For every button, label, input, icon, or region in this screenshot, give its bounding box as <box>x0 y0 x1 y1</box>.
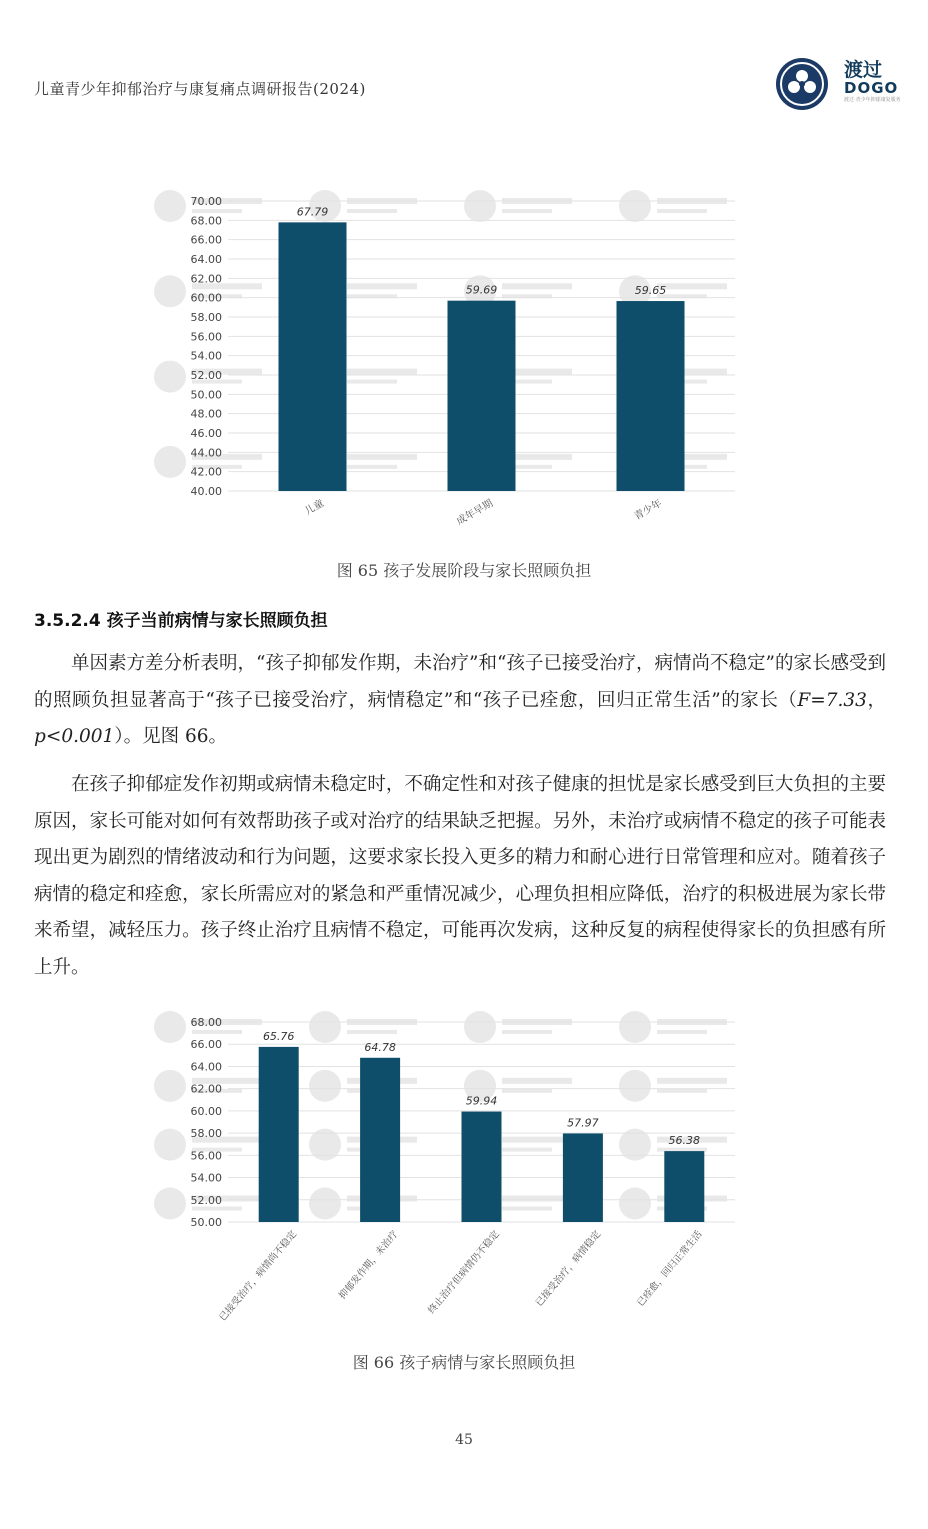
watermark-mark <box>154 1070 186 1102</box>
data-label: 57.97 <box>567 1116 599 1130</box>
y-tick-label: 54.00 <box>190 349 222 363</box>
watermark-mark <box>309 1070 341 1102</box>
page-number: 45 <box>455 1432 473 1448</box>
watermark-mark <box>619 1187 651 1219</box>
data-label: 56.38 <box>668 1134 701 1148</box>
logo-sub: 渡过·青少年抑郁康复服务 <box>844 97 901 103</box>
y-tick-label: 50.00 <box>190 1216 222 1229</box>
watermark-mark <box>192 1206 242 1210</box>
data-label: 67.79 <box>296 205 329 219</box>
x-tick-label: 已痊愈，回归正常生活 <box>635 1228 705 1309</box>
watermark-mark <box>619 1070 651 1102</box>
bar <box>563 1133 603 1222</box>
paragraph-1-text-a: 单因素方差分析表明，“孩子抑郁发作期，未治疗”和“孩子已接受治疗，病情尚不稳定”的家长感受到的照顾负担显著高于“孩子已接受治疗，病情稳定”和“孩子已痊愈，回归正常生活”的家长（ <box>34 653 886 711</box>
logo <box>774 56 904 116</box>
data-label: 64.78 <box>364 1040 396 1054</box>
y-tick-label: 50.00 <box>190 388 222 402</box>
watermark-mark <box>502 209 552 213</box>
watermark-mark <box>347 369 417 375</box>
watermark-mark <box>619 190 651 222</box>
paragraph-1 <box>34 646 886 756</box>
y-tick-label: 42.00 <box>190 465 222 479</box>
paragraph-1-separator: ， <box>866 689 886 711</box>
bar <box>617 301 685 491</box>
y-tick-label: 44.00 <box>190 446 222 460</box>
paragraph-2: 在孩子抑郁症发作初期或病情未稳定时，不确定性和对孩子健康的担忧是家长感受到巨大负担的主要原因，家长可能对如何有效帮助孩子或对治疗的结果缺乏把握。另外，未治疗或病情不稳定的孩子可能表现出更为剧烈的情绪波动和行为问题，这要求家长投入更多的精力和耐心进行日常管理和应对。随着孩子病情的稳定和痊愈，家长所需应对的紧急和严重情况减少，心理负担相应降低，治疗的积极进展为家长带来希望，减轻压力。孩子终止治疗且病情不稳定，可能再次发病，这种反复的病程使得家长的负担感有所上升。 <box>34 774 886 978</box>
watermark-mark <box>502 1030 552 1034</box>
figure-65-svg <box>0 180 928 540</box>
x-tick-label: 终止治疗但病情仍不稳定 <box>426 1228 502 1316</box>
bar <box>462 1112 502 1222</box>
y-tick-label: 70.00 <box>190 195 222 208</box>
y-tick-label: 66.00 <box>190 1038 222 1052</box>
figure-66-chart <box>0 1000 928 1340</box>
section-heading: 3.5.2.4 孩子当前病情与家长照顾负担 <box>34 611 328 631</box>
watermark-mark <box>347 465 397 469</box>
watermark-mark <box>154 446 186 478</box>
data-label: 65.76 <box>262 1029 295 1043</box>
watermark-mark <box>502 1195 572 1201</box>
watermark-mark <box>657 1078 727 1084</box>
data-label: 59.69 <box>465 283 498 297</box>
figure-66-svg <box>0 1000 928 1340</box>
x-tick-label: 抑郁发作期，未治疗 <box>337 1228 401 1302</box>
bar <box>360 1058 400 1222</box>
watermark-mark <box>347 380 397 384</box>
y-tick-label: 60.00 <box>190 291 222 305</box>
watermark-mark <box>502 1206 552 1210</box>
watermark-mark <box>657 283 727 289</box>
x-tick-label: 成年早期 <box>454 498 495 528</box>
logo-en: DOGO <box>844 79 899 97</box>
p-value: p<0.001 <box>34 726 115 747</box>
watermark-mark <box>657 209 707 213</box>
logo-text <box>844 60 901 103</box>
y-tick-label: 54.00 <box>190 1171 222 1185</box>
y-tick-label: 64.00 <box>190 1060 222 1074</box>
watermark-mark <box>309 1187 341 1219</box>
bar <box>448 301 516 491</box>
watermark-mark <box>347 283 417 289</box>
y-tick-label: 64.00 <box>190 253 222 266</box>
y-tick-label: 58.00 <box>190 311 222 324</box>
watermark-mark <box>619 1011 651 1043</box>
watermark-mark <box>502 1148 552 1152</box>
x-tick-label: 已接受治疗，病情稳定 <box>533 1228 604 1309</box>
logo-emblem-icon <box>774 56 830 112</box>
figure-65-chart <box>0 180 928 540</box>
watermark-mark <box>154 1129 186 1161</box>
watermark-mark <box>154 1187 186 1219</box>
watermark-mark <box>154 1011 186 1043</box>
watermark-mark <box>502 1137 572 1143</box>
bar <box>259 1047 299 1222</box>
x-tick-label: 已接受治疗，病情尚不稳定 <box>217 1228 299 1324</box>
watermark-mark <box>502 1089 552 1093</box>
watermark-mark <box>502 1078 572 1084</box>
data-label: 59.65 <box>634 284 667 298</box>
y-tick-label: 56.00 <box>190 1149 222 1163</box>
watermark-mark <box>154 275 186 307</box>
bar <box>279 222 347 491</box>
y-tick-label: 68.00 <box>190 214 222 228</box>
watermark-mark <box>309 1011 341 1043</box>
y-tick-label: 52.00 <box>190 369 222 382</box>
watermark-mark <box>464 190 496 222</box>
y-tick-label: 40.00 <box>190 485 222 498</box>
y-tick-label: 52.00 <box>190 1193 222 1207</box>
watermark-mark <box>657 1148 707 1152</box>
y-tick-label: 60.00 <box>190 1104 222 1118</box>
watermark-mark <box>347 454 417 460</box>
watermark-mark <box>657 1030 707 1034</box>
y-tick-label: 56.00 <box>190 330 222 344</box>
y-tick-label: 46.00 <box>190 427 222 440</box>
x-tick-label: 儿童 <box>303 498 326 518</box>
figure-65-caption: 图 65 孩子发展阶段与家长照顾负担 <box>336 561 592 580</box>
report-title: 儿童青少年抑郁治疗与康复痛点调研报告(2024) <box>34 80 366 98</box>
watermark-mark <box>192 1030 242 1034</box>
watermark-mark <box>347 209 397 213</box>
y-tick-label: 58.00 <box>190 1127 222 1141</box>
logo-cn: 渡过 <box>844 59 883 81</box>
watermark-mark <box>347 1030 397 1034</box>
data-label: 59.94 <box>465 1094 498 1108</box>
y-tick-label: 62.00 <box>190 1082 222 1096</box>
watermark-mark <box>192 209 242 213</box>
watermark-mark <box>464 1011 496 1043</box>
figure-66-caption: 图 66 孩子病情与家长照顾负担 <box>352 1353 576 1372</box>
y-tick-label: 68.00 <box>190 1016 222 1029</box>
x-tick-label: 青少年 <box>632 498 664 523</box>
y-tick-label: 66.00 <box>190 233 222 247</box>
bar <box>664 1151 704 1222</box>
paragraph-1-text-b: ）。见图 66。 <box>114 726 227 747</box>
watermark-mark <box>154 190 186 222</box>
f-statistic: F=7.33 <box>797 689 867 711</box>
watermark-mark <box>502 283 572 289</box>
y-tick-label: 48.00 <box>190 407 222 421</box>
watermark-mark <box>657 1089 707 1093</box>
watermark-mark <box>154 361 186 393</box>
y-tick-label: 62.00 <box>190 272 222 286</box>
